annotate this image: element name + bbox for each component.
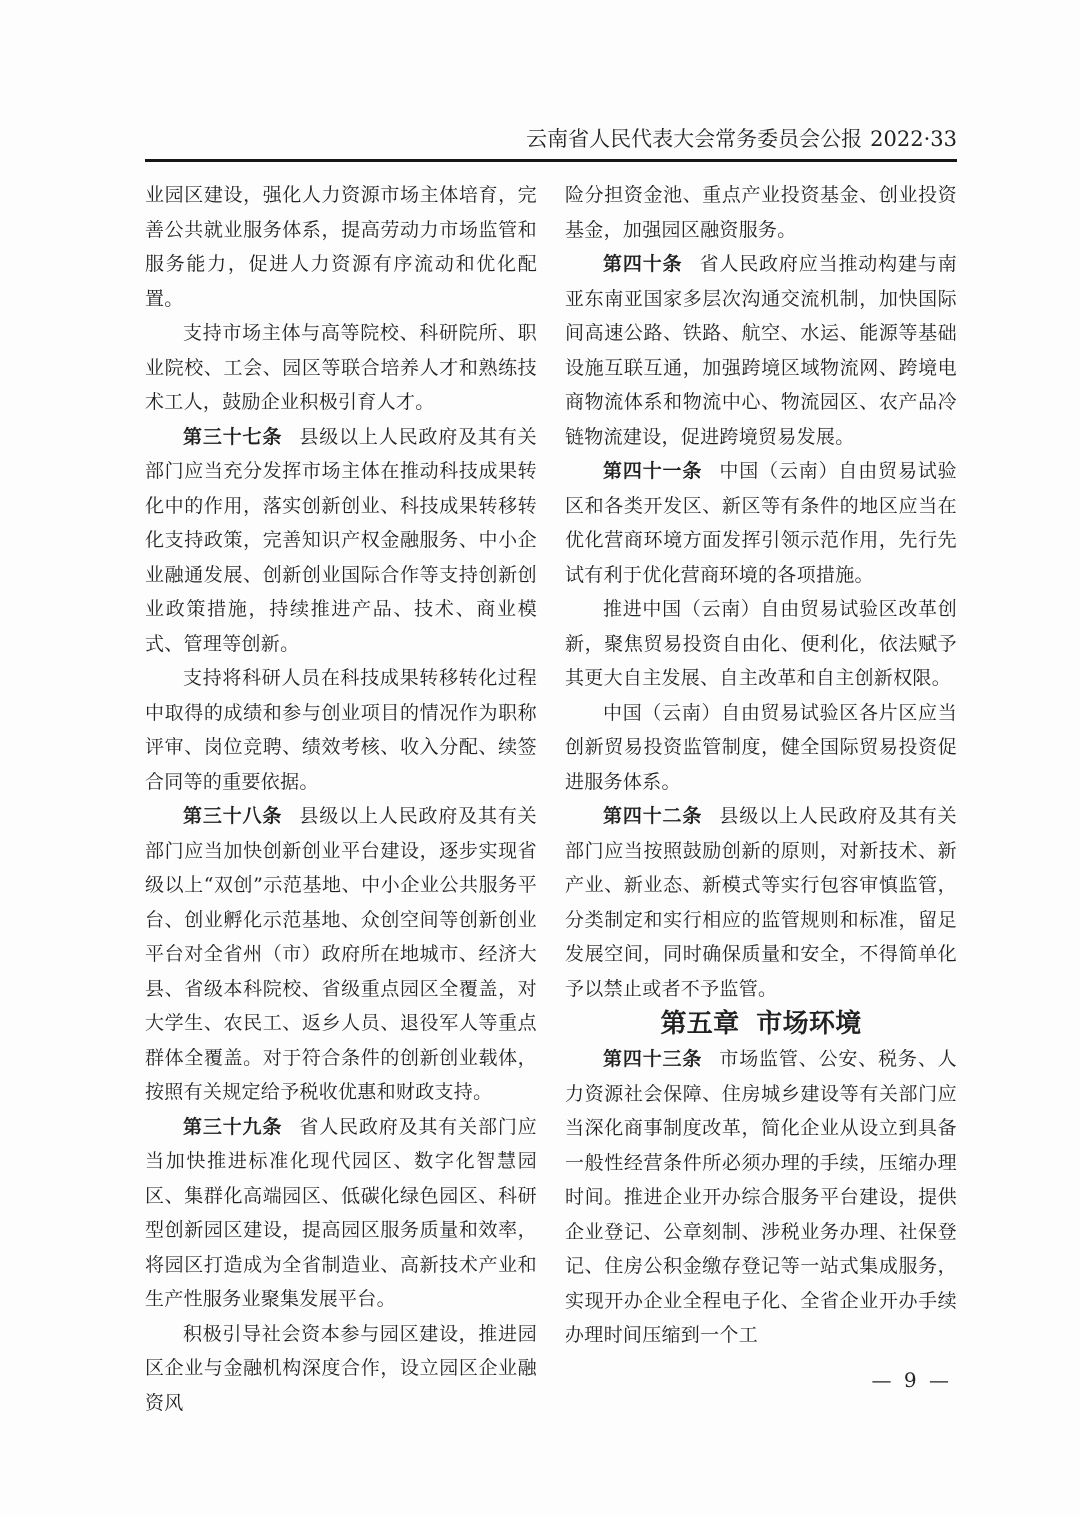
body-paragraph [565, 696, 957, 800]
paragraph-text: 推进中国（云南）自由贸易试验区改革创新，聚焦贸易投资自由化、便利化，依法赋予其更大自主发展、自主改革和自主创新权限。 [565, 598, 957, 689]
paragraph-text: 支持市场主体与高等院校、科研院所、职业院校、工会、园区等联合培养人才和熟练技术工人，鼓励企业积极引育人才。 [145, 322, 537, 413]
gazette-issue-number: 2022·33 [870, 127, 957, 151]
page-number: — 9 — [871, 1368, 952, 1392]
article-number: 第三十七条 [183, 425, 283, 448]
article-number: 第四十条 [603, 253, 683, 275]
body-paragraph [145, 316, 537, 420]
article-paragraph [145, 1110, 537, 1317]
right-column [565, 178, 957, 1420]
paragraph-text: 市场监管、公安、税务、人力资源社会保障、住房城乡建设等有关部门应当深化商事制度改革，简化企业从设立到具备一般性经营条件所必须办理的手续，压缩办理时间。推进企业开办综合服务平台建设，提供企业登记、公章刻制、涉税业务办理、社保登记、住房公积金缴存登记等一站式集成服务，实现开办企业全程电子化、全省企业开办手续办理时间压缩到一个工 [565, 1048, 957, 1346]
header-rule [145, 159, 957, 162]
article-number: 第三十九条 [183, 1115, 283, 1138]
paragraph-text: 业园区建设，强化人力资源市场主体培育，完善公共就业服务体系，提高劳动力市场监管和服务能力，促进人力资源有序流动和优化配置。 [145, 184, 537, 310]
paragraph-text: 支持将科研人员在科技成果转移转化过程中取得的成绩和参与创业项目的情况作为职称评审、岗位竞聘、绩效考核、收入分配、续签合同等的重要依据。 [145, 667, 537, 793]
body-paragraph [145, 1317, 537, 1421]
gazette-title: 云南省人民代表大会常务委员会公报 [526, 127, 863, 151]
paragraph-text: 县级以上人民政府及其有关部门应当按照鼓励创新的原则，对新技术、新产业、新业态、新模式等实行包容审慎监管，分类制定和实行相应的监管规则和标准，留足发展空间，同时确保质量和安全，不得简单化予以禁止或者不予监管。 [565, 805, 957, 1000]
article-paragraph [565, 247, 957, 454]
paragraph-text: 省人民政府应当推动构建与南亚东南亚国家多层次沟通交流机制，加快国际间高速公路、铁路、航空、水运、能源等基础设施互联互通，加强跨境区域物流网、跨境电商物流体系和物流中心、物流园区、农产品冷链物流建设，促进跨境贸易发展。 [565, 253, 957, 448]
body-paragraph [145, 178, 537, 316]
paragraph-text: 积极引导社会资本参与园区建设，推进园区企业与金融机构深度合作，设立园区企业融资风 [145, 1322, 537, 1414]
chapter-heading [565, 1006, 957, 1042]
article-paragraph [145, 420, 537, 662]
body-paragraph [145, 661, 537, 799]
article-paragraph [565, 1042, 957, 1353]
left-column [145, 178, 537, 1420]
chapter-title: 市场环境 [756, 1009, 862, 1039]
article-number: 第四十二条 [603, 805, 703, 827]
gazette-header [145, 126, 957, 152]
chapter-number: 第五章 [660, 1009, 740, 1039]
paragraph-text: 县级以上人民政府及其有关部门应当充分发挥市场主体在推动科技成果转化中的作用，落实创新创业、科技成果转移转化支持政策，完善知识产权金融服务、中小企业融通发展、创新创业国际合作等支持创新创业政策措施，持续推进产品、技术、商业模式、管理等创新。 [145, 425, 537, 655]
paragraph-text: 险分担资金池、重点产业投资基金、创业投资基金，加强园区融资服务。 [565, 184, 957, 241]
article-number: 第三十八条 [183, 805, 283, 827]
paragraph-text: 中国（云南）自由贸易试验区和各类开发区、新区等有条件的地区应当在优化营商环境方面发挥引领示范作用，先行先试有利于优化营商环境的各项措施。 [565, 460, 957, 586]
article-paragraph [145, 799, 537, 1110]
body-paragraph [565, 178, 957, 247]
article-number: 第四十三条 [603, 1048, 703, 1070]
document-body [145, 178, 957, 1420]
paragraph-text: 县级以上人民政府及其有关部门应当加快创新创业平台建设，逐步实现省级以上“双创”示范基地、中小企业公共服务平台、创业孵化示范基地、众创空间等创新创业平台对全省州（市）政府所在地城市、经济大县、省级本科院校、省级重点园区全覆盖，对大学生、农民工、返乡人员、退役军人等重点群体全覆盖。对于符合条件的创新创业载体，按照有关规定给予税收优惠和财政支持。 [145, 805, 537, 1103]
article-number: 第四十一条 [603, 460, 703, 482]
paragraph-text: 省人民政府及其有关部门应当加快推进标准化现代园区、数字化智慧园区、集群化高端园区、低碳化绿色园区、科研型创新园区建设，提高园区服务质量和效率，将园区打造成为全省制造业、高新技术产业和生产性服务业聚集发展平台。 [145, 1115, 537, 1310]
body-paragraph [565, 592, 957, 696]
article-paragraph [565, 454, 957, 592]
paragraph-text: 中国（云南）自由贸易试验区各片区应当创新贸易投资监管制度，健全国际贸易投资促进服务体系。 [565, 701, 957, 793]
article-paragraph [565, 799, 957, 1006]
